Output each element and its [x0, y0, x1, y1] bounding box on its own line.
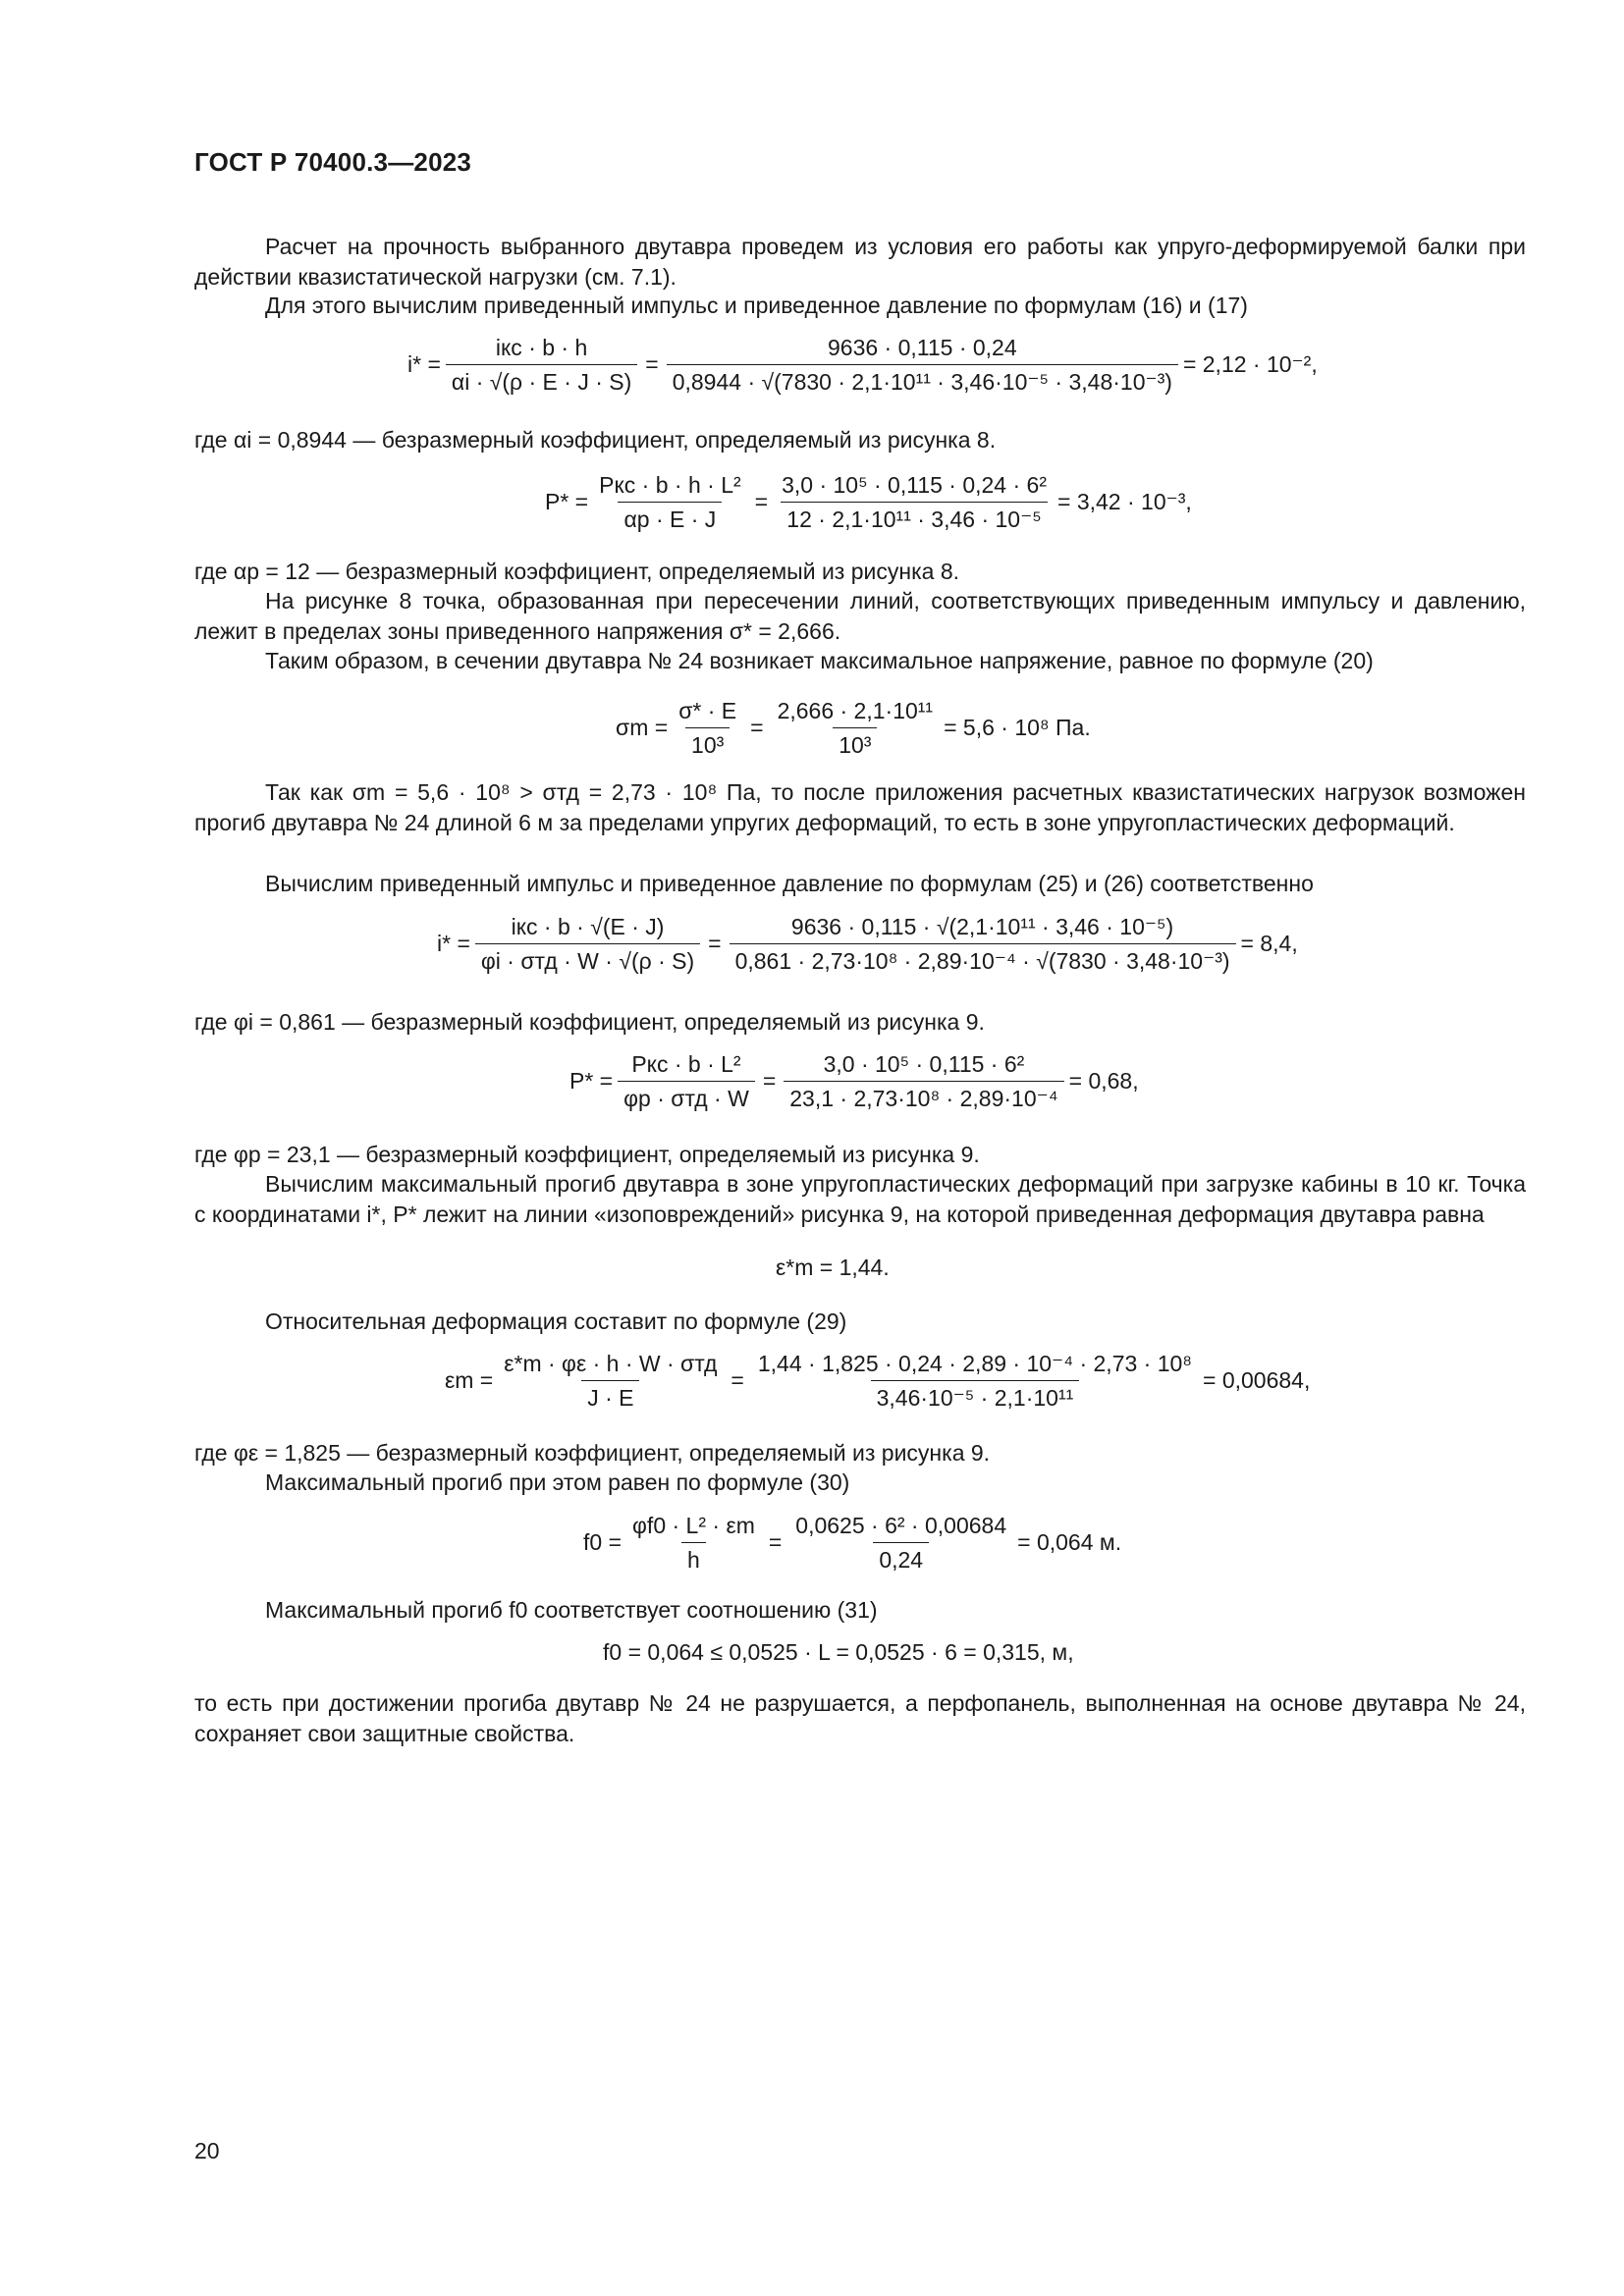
- paragraph: где φi = 0,861 — безразмерный коэффициент, определяемый из рисунка 9.: [194, 1009, 985, 1035]
- denominator: 0,861 · 2,73·10⁸ · 2,89·10⁻⁴ · √(7830 · 3,48·10⁻³): [730, 943, 1236, 975]
- fraction: [789, 1512, 1012, 1574]
- numerator: iкс · b · h: [495, 335, 588, 360]
- formula-lhs: εm =: [445, 1367, 494, 1393]
- formula-result: = 0,00684,: [1203, 1367, 1311, 1393]
- denominator: 23,1 · 2,73·10⁸ · 2,89·10⁻⁴: [784, 1081, 1063, 1112]
- formula-lhs: P* =: [569, 1068, 614, 1094]
- denominator: 3,46·10⁻⁵ · 2,1·10¹¹: [871, 1380, 1080, 1412]
- paragraph: Расчет на прочность выбранного двутавра проведем из условия его работы как упруго-деформируемой балки при действии квазистатической нагрузки (см. 7.1).: [194, 234, 1526, 290]
- formula-result: = 0,064 м.: [1017, 1529, 1122, 1555]
- denominator: 0,24: [873, 1542, 929, 1574]
- numerator: Pкс · b · h · L²: [599, 472, 741, 498]
- fraction: [673, 697, 742, 759]
- formula-text: f0 = 0,064 ≤ 0,0525 · L = 0,0525 · 6 = 0,315, м,: [603, 1639, 1074, 1665]
- fraction: [475, 913, 700, 975]
- formula-lhs: f0 =: [583, 1529, 623, 1555]
- numerator: σ* · E: [678, 698, 737, 723]
- formula-lhs: σm =: [616, 715, 669, 740]
- fraction: [626, 1512, 761, 1574]
- paragraph: Максимальный прогиб f0 соответствует соотношению (31): [265, 1597, 878, 1623]
- denominator: J · E: [581, 1380, 639, 1412]
- formula-max-deflection: f0 = $\frac{\text{φf0 · L² · εm}}{h}$ = $\frac{\text{0,0625 · 6² · 0,00684}}{0,24}$ = 0,064 м.: [583, 1513, 1122, 1573]
- fraction: [498, 1350, 723, 1412]
- paragraph: Для этого вычислим приведенный импульс и приведенное давление по формулам (16) и (17): [265, 293, 1248, 318]
- paragraph: где φp = 23,1 — безразмерный коэффициент, определяемый из рисунка 9.: [194, 1142, 980, 1167]
- denominator: h: [681, 1542, 706, 1574]
- paragraph: где αi = 0,8944 — безразмерный коэффициент, определяемый из рисунка 8.: [194, 427, 997, 453]
- formula-result: = 0,68,: [1068, 1068, 1139, 1094]
- denominator: αp · E · J: [618, 502, 722, 533]
- denominator: αi · √(ρ · E · J · S): [446, 364, 637, 396]
- paragraph: Максимальный прогиб при этом равен по формуле (30): [265, 1469, 850, 1495]
- formula-reduced-impulse-plastic: i* = $\frac{\text{iкс · b · √(E · J)}}{\text{φi · σтд · W · √(ρ · S)}}$ = $\frac{\text{9636 · 0,115 · √(2,1·10¹¹ · 3,46 · 10⁻⁵)}}{\text{0,861 · 2,73·10⁸ · 2,89·10⁻⁴ · √(7830 · 3,48·10⁻³)}}$ = 8,4,: [437, 914, 1298, 974]
- paragraph: где αp = 12 — безразмерный коэффициент, определяемый из рисунка 8.: [194, 559, 960, 584]
- formula-reduced-pressure-plastic: P* = $\frac{\text{Pкс · b · L²}}{\text{φp · σтд · W}}$ = $\frac{\text{3,0 · 10⁵ · 0,115 · 6²}}{\text{23,1 · 2,73·10⁸ · 2,89·10⁻⁴}}$ = 0,68,: [569, 1051, 1139, 1111]
- denominator: 10³: [685, 727, 730, 759]
- fraction: [772, 697, 940, 759]
- paragraph: Так как σm = 5,6 · 10⁸ > σтд = 2,73 · 10⁸ Па, то после приложения расчетных квазистатических нагрузок возможен прогиб двутавра № 24 длиной 6 м за пределами упругих деформаций, то есть в зоне упругопластических деформаций.: [194, 779, 1526, 835]
- numerator: 3,0 · 10⁵ · 0,115 · 6²: [823, 1051, 1025, 1077]
- denominator: φp · σтд · W: [618, 1081, 755, 1112]
- paragraph: Таким образом, в сечении двутавра № 24 возникает максимальное напряжение, равное по формуле (20): [265, 648, 1374, 673]
- paragraph: На рисунке 8 точка, образованная при пересечении линий, соответствующих приведенным импульсу и давлению, лежит в пределах зоны приведенного напряжения σ* = 2,666.: [194, 588, 1526, 644]
- denominator: φi · σтд · W · √(ρ · S): [475, 943, 700, 975]
- document-header: ГОСТ Р 70400.3—2023: [194, 147, 472, 177]
- numerator: φf0 · L² · εm: [632, 1513, 755, 1538]
- formula-result: = 2,12 · 10⁻²,: [1182, 351, 1318, 377]
- numerator: 9636 · 0,115 · 0,24: [827, 335, 1017, 360]
- formula-relative-deformation: εm = $\frac{\text{ε*m · φε · h · W · σтд}}{J \cdot E}$ = $\frac{\text{1,44 · 1,825 · 0,24 · 2,89 · 10⁻⁴ · 2,73 · 10⁸}}{\text{3,46·10⁻⁵ · 2,1·10¹¹}}$ = 0,00684,: [445, 1351, 1311, 1411]
- formula-lhs: P* =: [545, 489, 589, 514]
- numerator: 3,0 · 10⁵ · 0,115 · 0,24 · 6²: [782, 472, 1047, 498]
- fraction: [776, 471, 1053, 533]
- numerator: 0,0625 · 6² · 0,00684: [795, 1513, 1007, 1538]
- fraction: [446, 334, 637, 396]
- paragraph: то есть при достижении прогиба двутавр № 24 не разрушается, а перфопанель, выполненная на основе двутавра № 24, сохраняет свои защитные свойства.: [194, 1690, 1526, 1746]
- fraction: [667, 334, 1178, 396]
- formula-text: ε*m = 1,44.: [776, 1255, 890, 1280]
- formula-deflection-check: [603, 1639, 1074, 1666]
- paragraph: Вычислим максимальный прогиб двутавра в зоне упругопластических деформаций при загрузке кабины в 10 кг. Точка с координатами i*, P* лежит на линии «изоповреждений» рисунка 9, на которой приведенная деформация двутавра равна: [194, 1171, 1526, 1227]
- denominator: 12 · 2,1·10¹¹ · 3,46 · 10⁻⁵: [781, 502, 1047, 533]
- paragraph: Относительная деформация составит по формуле (29): [265, 1308, 847, 1334]
- formula-result: = 5,6 · 10⁸ Па.: [944, 715, 1091, 740]
- fraction: [730, 913, 1236, 975]
- numerator: 2,666 · 2,1·10¹¹: [777, 698, 934, 723]
- formula-lhs: i* =: [407, 351, 441, 377]
- page-number: 20: [194, 2138, 220, 2163]
- formula-reduced-deformation: [776, 1255, 890, 1281]
- numerator: ε*m · φε · h · W · σтд: [504, 1351, 718, 1376]
- numerator: Pкс · b · L²: [631, 1051, 741, 1077]
- formula-max-stress: σm = $\frac{\sigma* \cdot E}{\text{10³}}$ = $\frac{\text{2,666 · 2,1·10¹¹}}{\text{10³}}$ = 5,6 · 10⁸ Па.: [616, 698, 1091, 758]
- fraction: [752, 1350, 1198, 1412]
- denominator: 0,8944 · √(7830 · 2,1·10¹¹ · 3,46·10⁻⁵ · 3,48·10⁻³): [667, 364, 1178, 396]
- fraction: [784, 1050, 1063, 1112]
- paragraph: где φε = 1,825 — безразмерный коэффициент, определяемый из рисунка 9.: [194, 1440, 991, 1466]
- numerator: iкс · b · √(E · J): [511, 914, 665, 939]
- numerator: 1,44 · 1,825 · 0,24 · 2,89 · 10⁻⁴ · 2,73 · 10⁸: [757, 1351, 1193, 1376]
- formula-lhs: i* =: [437, 931, 470, 956]
- paragraph: Вычислим приведенный импульс и приведенное давление по формулам (25) и (26) соответственно: [265, 871, 1314, 896]
- fraction: [618, 1050, 755, 1112]
- fraction: [593, 471, 747, 533]
- numerator: 9636 · 0,115 · √(2,1·10¹¹ · 3,46 · 10⁻⁵): [790, 914, 1174, 939]
- formula-reduced-impulse: i* = $\frac{\text{iкс · b · h}}{\alpha i \cdot √(\rho \cdot E \cdot J \cdot S)}$ = $\frac{9636 \cdot 0,115 \cdot 0,24}{\text{0,8944 · √(7830 · 2,1·10¹¹ · 3,46·10⁻⁵ · 3,48·10⁻³)}}$ = 2,12 · 10⁻²,: [407, 335, 1318, 395]
- formula-reduced-pressure: P* = $\frac{\text{Pкс · b · h · L²}}{\alpha p \cdot E \cdot J}$ = $\frac{\text{3,0 · 10⁵ · 0,115 · 0,24 · 6²}}{\text{12 · 2,1·10¹¹ · 3,46 · 10⁻⁵}}$ = 3,42 · 10⁻³,: [545, 472, 1192, 532]
- formula-result: = 8,4,: [1240, 931, 1298, 956]
- denominator: 10³: [833, 727, 877, 759]
- formula-result: = 3,42 · 10⁻³,: [1057, 489, 1192, 514]
